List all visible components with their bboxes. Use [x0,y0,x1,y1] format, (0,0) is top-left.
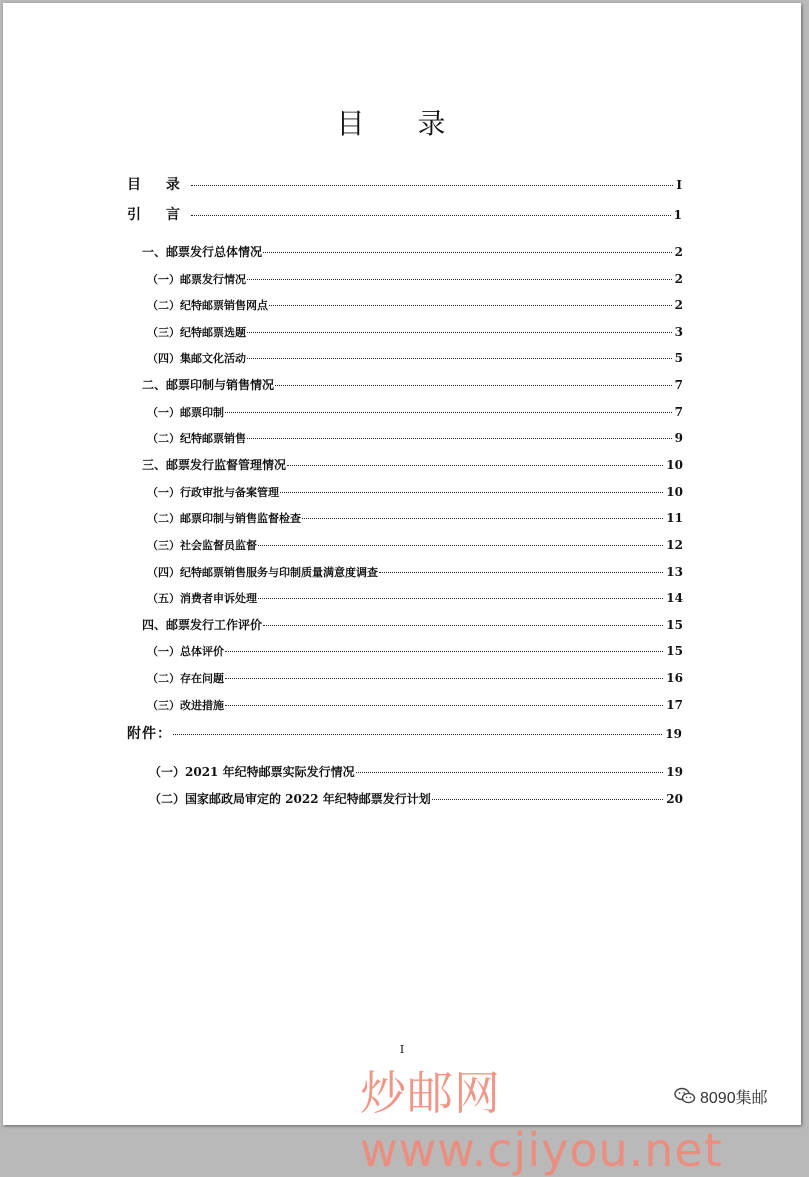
dot-leader [258,598,663,599]
toc-entry-page: 3 [674,325,683,339]
toc-entry-appendix-item[interactable] [149,790,683,808]
toc-entry-label: （二）存在问题 [147,672,224,685]
toc-entry-subsection[interactable] [147,296,683,314]
toc-entry-label: 目 录 [127,177,190,193]
dot-leader [225,412,672,413]
dot-leader [258,545,663,546]
toc-entry-subsection[interactable] [147,696,683,714]
toc-entry-label: （一）行政审批与备案管理 [147,486,279,499]
dot-leader [191,185,674,186]
toc-entry-appendix[interactable] [127,725,682,743]
toc-entry-label: （二）国家邮政局审定的 2022 年纪特邮票发行计划 [149,792,431,806]
toc-entry-section-3[interactable] [142,456,683,474]
dot-leader [302,518,663,519]
toc-entry-label: 引 言 [127,207,190,223]
dot-leader [247,358,672,359]
page-number: I [399,1043,405,1056]
toc-entry-subsection[interactable] [147,589,683,607]
toc-entry-page: 11 [666,511,683,525]
toc-entry-label: （三）改进措施 [147,699,224,712]
toc-entry-page: 2 [674,245,683,259]
toc-entry-page: 13 [666,565,683,579]
toc-entry-section-4[interactable] [142,616,683,634]
toc-entry-subsection[interactable] [147,349,683,367]
dot-leader [225,678,663,679]
dot-leader [432,799,664,800]
toc-entry-label: 四、邮票发行工作评价 [142,618,263,632]
toc-entry-intro[interactable] [127,206,682,224]
toc-entry-section-2[interactable] [142,376,683,394]
site-watermark: 炒邮网 www.cjiyou.net [360,1066,723,1177]
dot-leader [247,279,672,280]
toc-entry-page: 5 [674,351,683,365]
toc-entry-label: （一）2021 年纪特邮票实际发行情况 [149,765,355,779]
toc-entry-subsection[interactable] [147,536,683,554]
dot-leader [247,438,672,439]
toc-entry-page: 7 [674,378,683,392]
toc-entry-label: （五）消费者申诉处理 [147,592,257,605]
toc-entry-page: 12 [666,538,683,552]
toc-entry-label: 三、邮票发行监督管理情况 [142,458,287,472]
toc-entry-page: 15 [666,644,683,658]
toc-entry-page: 9 [674,431,683,445]
source-badge [670,1085,772,1107]
toc-entry-label: （二）邮票印制与销售监督检查 [147,512,301,525]
toc-entry-subsection[interactable] [147,270,683,288]
toc-entry-label: （四）纪特邮票销售服务与印制质量满意度调查 [147,566,378,579]
dot-leader [379,572,663,573]
toc-entry-label: （三）社会监督员监督 [147,539,257,552]
table-of-contents [3,3,801,1125]
toc-entry-page: 1 [673,208,682,222]
toc-entry-subsection[interactable] [147,509,683,527]
toc-entry-page: 10 [666,458,683,472]
toc-entry-label: （二）纪特邮票销售 [147,432,246,445]
toc-entry-page: 16 [666,671,683,685]
toc-entry-page: 15 [666,618,683,632]
dot-leader [287,465,663,466]
toc-entry-subsection[interactable] [147,669,683,687]
toc-entry-label: 一、邮票发行总体情况 [142,245,263,259]
dot-leader [191,215,671,216]
toc-entry-label: （一）邮票印制 [147,406,224,419]
dot-leader [263,625,663,626]
toc-entry-page: 10 [666,485,683,499]
toc-entry-label: 附件： [127,726,172,742]
toc-entry-label: （二）纪特邮票销售网点 [147,299,268,312]
wechat-icon [674,1087,696,1105]
toc-entry-label: （一）邮票发行情况 [147,273,246,286]
toc-entry-subsection[interactable] [147,323,683,341]
toc-entry-page: 20 [666,792,683,806]
badge-label: 8090集邮 [700,1089,768,1107]
dot-leader [225,651,663,652]
toc-entry-label: （四）集邮文化活动 [147,352,246,365]
dot-leader [173,734,662,735]
toc-entry-subsection[interactable] [147,403,683,421]
toc-entry-page: 2 [674,298,683,312]
toc-entry-label: （一）总体评价 [147,645,224,658]
dot-leader [263,252,672,253]
toc-entry-subsection[interactable] [147,642,683,660]
toc-entry-subsection[interactable] [147,563,683,581]
toc-entry-toc[interactable] [127,176,682,194]
toc-entry-page: 7 [674,405,683,419]
dot-leader [225,705,663,706]
toc-entry-label: （三）纪特邮票选题 [147,326,246,339]
toc-entry-subsection[interactable] [147,483,683,501]
document-page [3,3,801,1125]
toc-entry-subsection[interactable] [147,429,683,447]
toc-entry-page: 19 [666,765,683,779]
dot-leader [356,772,664,773]
toc-entry-page: 17 [666,698,683,712]
toc-entry-page: 19 [665,727,682,741]
toc-entry-label: 二、邮票印制与销售情况 [142,378,275,392]
dot-leader [280,492,663,493]
dot-leader [275,385,672,386]
page-title: 目 录 [336,107,468,140]
toc-entry-appendix-item[interactable] [149,763,683,781]
toc-entry-page: 14 [666,591,683,605]
toc-entry-page: I [676,178,682,192]
dot-leader [247,332,672,333]
dot-leader [269,305,672,306]
toc-entry-section-1[interactable] [142,243,683,261]
toc-entry-page: 2 [674,272,683,286]
